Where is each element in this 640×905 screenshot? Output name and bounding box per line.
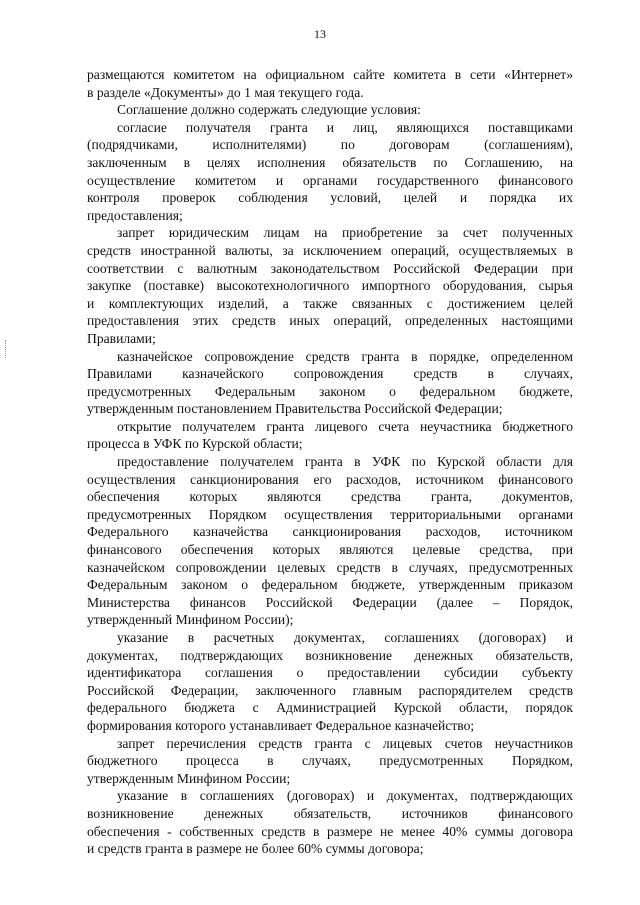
document-body: [87, 66, 573, 858]
paragraph: [87, 735, 573, 788]
margin-dotted-line: [5, 340, 7, 358]
text-line: Федеральным законом о федеральном бюджете, утвержденным приказом: [87, 577, 573, 593]
paragraph: [87, 348, 573, 418]
text-line: предоставление получателем гранта в УФК по Курской области для: [117, 454, 573, 470]
text-line: предусмотренных Порядком осуществления территориальными органами: [87, 506, 573, 522]
paragraph: [87, 101, 573, 119]
text-line: формирования которого устанавливает Федеральное казначейство;: [87, 717, 475, 733]
text-line: открытие получателем гранта лицевого счета неучастника бюджетного: [117, 418, 573, 434]
text-line: утвержденный Минфином России);: [87, 612, 294, 628]
text-line: обеспечения - собственных средств в размере не менее 40% суммы договора: [87, 823, 573, 839]
text-line: согласие получателя гранта и лиц, являющихся поставщиками: [117, 119, 573, 135]
text-line: обеспечения которых являются средства гранта, документов,: [87, 489, 573, 505]
text-line: осуществления санкционирования его расходов, источником финансового: [87, 471, 573, 487]
text-line: идентификатора соглашения о предоставлении субсидии субъекту: [87, 665, 573, 681]
text-line: (подрядчиками, исполнителями) по договорам (соглашениям),: [87, 137, 573, 153]
text-line: федерального бюджета с Администрацией Курской области, порядок: [87, 700, 573, 716]
text-line: Федерального казначейства санкционирования расходов, источником: [87, 524, 573, 540]
text-line: размещаются комитетом на официальном сайте комитета в сети «Интернет»: [87, 67, 573, 82]
text-line: финансового обеспечения которых являются целевые средства, при: [87, 542, 573, 558]
text-line: средств иностранной валюты, за исключением операций, осуществляемых в: [87, 242, 573, 258]
paragraph: [87, 119, 573, 225]
text-line: бюджетного процесса в случаях, предусмотренных Порядком,: [87, 753, 573, 769]
page-number: 13: [314, 27, 326, 41]
paragraph: [87, 224, 573, 347]
text-line: предоставления;: [87, 207, 183, 223]
text-line: предусмотренных Федеральным законом о федеральном бюджете,: [87, 383, 573, 399]
text-line: Министерства финансов Российской Федерации (далее – Порядок,: [87, 594, 573, 610]
text-line: закупке (поставке) высокотехнологичного импортного оборудования, сырья: [87, 278, 573, 294]
text-line: запрет юридическим лицам на приобретение за счет полученных: [117, 225, 573, 241]
text-line: возникновение денежных обязательств, источников финансового: [87, 805, 573, 821]
text-line: процесса в УФК по Курской области;: [87, 436, 303, 452]
paragraph: [87, 66, 573, 101]
paragraph: [87, 453, 573, 629]
text-line: предоставления этих средств иных операций, определенных настоящими: [87, 313, 573, 329]
text-line: и средств гранта в размере не более 60% суммы договора;: [87, 841, 424, 857]
text-line: контроля проверок соблюдения условий, целей и порядка их: [87, 190, 573, 206]
text-line: указание в соглашениях (договорах) и документах, подтверждающих: [117, 788, 573, 804]
text-line: осуществление комитетом и органами государственного финансового: [87, 172, 573, 188]
text-line: казначейское сопровождение средств гранта в порядке, определенном: [117, 348, 573, 364]
paragraph: [87, 418, 573, 453]
text-line: утвержденным постановлением Правительства Российской Федерации;: [87, 401, 503, 417]
text-line: в разделе «Документы» до 1 мая текущего года.: [87, 84, 364, 100]
text-line: утвержденным Минфином России;: [87, 770, 291, 786]
text-line: документах, подтверждающих возникновение денежных обязательств,: [87, 647, 573, 663]
text-line: Российской Федерации, заключенного главным распорядителем средств: [87, 682, 573, 698]
text-line: и комплектующих изделий, а также связанных с достижением целей: [87, 295, 573, 311]
text-line: Правилами казначейского сопровождения средств в случаях,: [87, 366, 573, 382]
text-line: запрет перечисления средств гранта с лицевых счетов неучастников: [117, 735, 573, 751]
paragraph: [87, 629, 573, 735]
text-line: заключенным в целях исполнения обязательств по Соглашению, на: [87, 154, 573, 170]
text-line: казначейском сопровождении целевых средств в случаях, предусмотренных: [87, 559, 573, 575]
text-line: Правилами;: [87, 330, 156, 346]
text-line: соответствии с валютным законодательством Российской Федерации при: [87, 260, 573, 276]
paragraph: [87, 787, 573, 857]
text-line: указание в расчетных документах, соглашениях (договорах) и: [117, 630, 573, 645]
text-line: Соглашение должно содержать следующие условия:: [117, 102, 421, 118]
